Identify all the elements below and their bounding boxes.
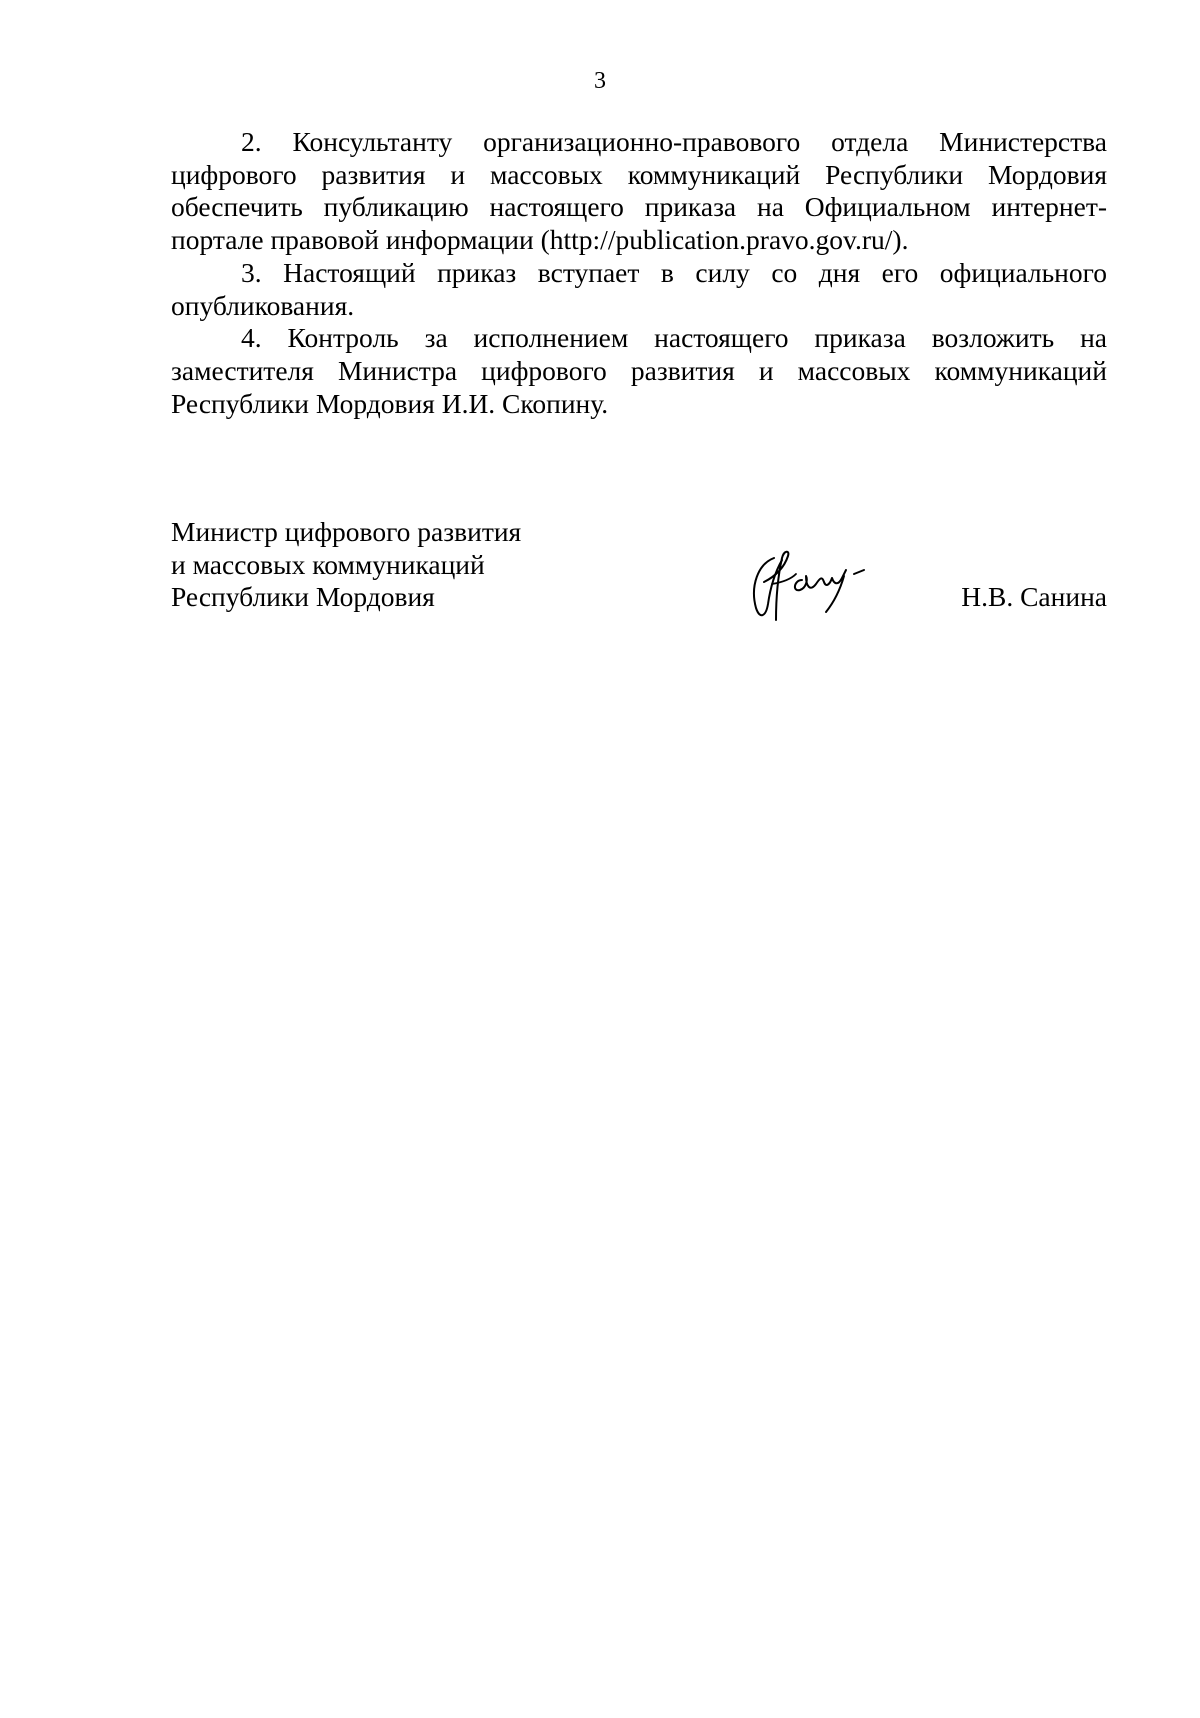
paragraph-4: 4. Контроль за исполнением настоящего приказа возложить на заместителя Министра цифрового развития и массовых коммуникаций Республики Мордовия И.И. Скопину. <box>171 322 1107 419</box>
signer-title-line-3: Республики Мордовия <box>171 581 435 612</box>
signer-title-line-2: и массовых коммуникаций <box>171 548 485 580</box>
handwritten-signature-icon <box>736 546 896 626</box>
paragraph-2: 2. Консультанту организационно-правового отдела Министерства цифрового развития и массовых коммуникаций Республики Мордовия обеспечить публикацию настоящего приказа на Официальном интернет-портале правовой информации (http://publication.pravo.gov.ru/). <box>171 126 1107 256</box>
signature-block <box>171 516 1107 626</box>
signer-title-line-1: Министр цифрового развития <box>171 516 522 547</box>
signer-name: Н.В. Санина <box>961 581 1107 612</box>
page-number: 3 <box>594 68 606 94</box>
paragraph-3: 3. Настоящий приказ вступает в силу со дня его официального опубликования. <box>171 256 1107 321</box>
document-body <box>171 126 1107 420</box>
signer-title <box>171 516 521 614</box>
